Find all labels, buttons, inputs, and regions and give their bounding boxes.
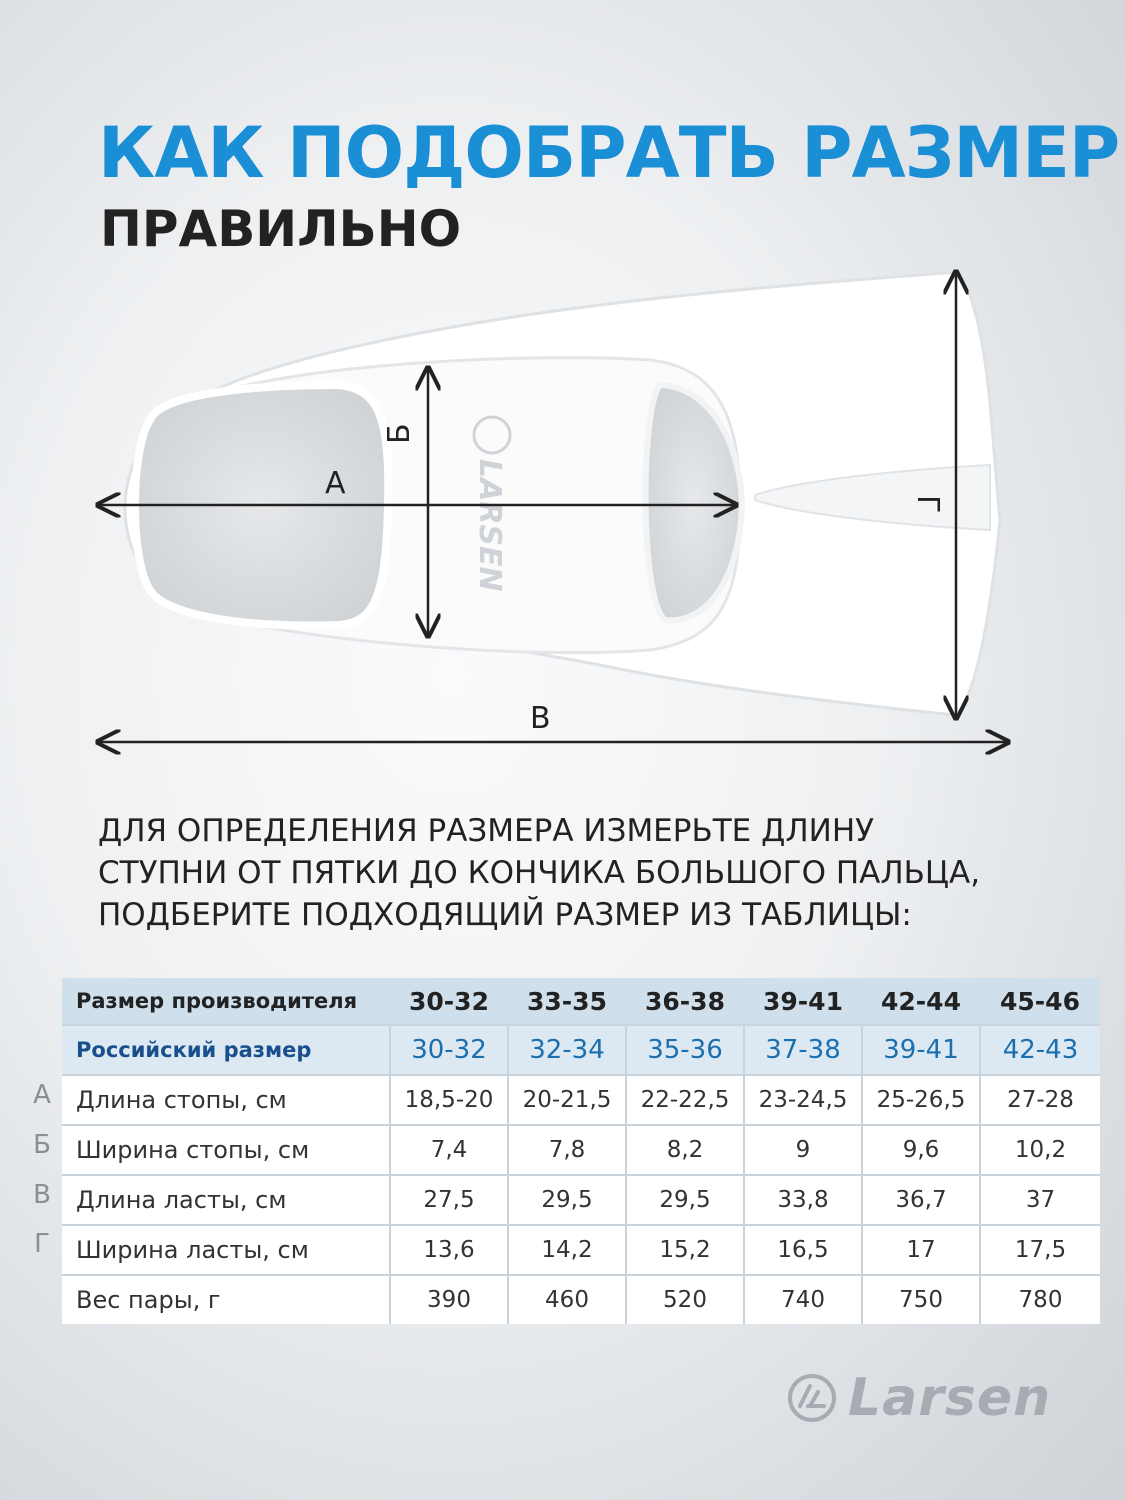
table-cell: 15,2 bbox=[626, 1225, 744, 1275]
table-cell: 42-44 bbox=[862, 978, 980, 1025]
table-cell: 39-41 bbox=[862, 1025, 980, 1075]
table-cell: 35-36 bbox=[626, 1025, 744, 1075]
instruction-line: ПОДБЕРИТЕ ПОДХОДЯЩИЙ РАЗМЕР ИЗ ТАБЛИЦЫ: bbox=[98, 897, 912, 933]
table-cell: 7,4 bbox=[390, 1125, 508, 1175]
table-cell: 29,5 bbox=[508, 1175, 626, 1225]
table-cell: 39-41 bbox=[744, 978, 862, 1025]
table-cell: 16,5 bbox=[744, 1225, 862, 1275]
table-row bbox=[62, 1125, 1100, 1175]
row-letter-g: Г bbox=[34, 1229, 50, 1259]
table-cell: 18,5-20 bbox=[390, 1075, 508, 1125]
table-cell: 10,2 bbox=[980, 1125, 1100, 1175]
table-cell: Ширина стопы, см bbox=[62, 1125, 390, 1175]
instruction-line: ДЛЯ ОПРЕДЕЛЕНИЯ РАЗМЕРА ИЗМЕРЬТЕ ДЛИНУ bbox=[98, 813, 875, 849]
table-cell: 37-38 bbox=[744, 1025, 862, 1075]
table-cell: Ширина ласты, см bbox=[62, 1225, 390, 1275]
table-cell: 14,2 bbox=[508, 1225, 626, 1275]
table-cell: 9,6 bbox=[862, 1125, 980, 1175]
table-cell: Российский размер bbox=[62, 1025, 390, 1075]
row-letter-v: В bbox=[33, 1180, 51, 1210]
table-row bbox=[62, 1075, 1100, 1125]
page-title: КАК ПОДОБРАТЬ РАЗМЕР bbox=[98, 112, 1120, 194]
table-cell: 30-32 bbox=[390, 1025, 508, 1075]
table-cell: 33-35 bbox=[508, 978, 626, 1025]
table-header-row bbox=[62, 978, 1100, 1025]
table-cell: 23-24,5 bbox=[744, 1075, 862, 1125]
table-cell: Длина стопы, см bbox=[62, 1075, 390, 1125]
table-cell: Вес пары, г bbox=[62, 1275, 390, 1324]
table-cell: 22-22,5 bbox=[626, 1075, 744, 1125]
table-cell: 740 bbox=[744, 1275, 862, 1324]
table-cell: 37 bbox=[980, 1175, 1100, 1225]
fin-diagram bbox=[0, 250, 1125, 770]
table-cell: 8,2 bbox=[626, 1125, 744, 1175]
size-table bbox=[62, 978, 1100, 1324]
table-cell: 9 bbox=[744, 1125, 862, 1175]
table-cell: 13,6 bbox=[390, 1225, 508, 1275]
table-cell: 7,8 bbox=[508, 1125, 626, 1175]
table-cell: 33,8 bbox=[744, 1175, 862, 1225]
table-cell: 36-38 bbox=[626, 978, 744, 1025]
table-cell: 520 bbox=[626, 1275, 744, 1324]
table-cell: 45-46 bbox=[980, 978, 1100, 1025]
table-cell: 25-26,5 bbox=[862, 1075, 980, 1125]
label-b: Б bbox=[382, 423, 417, 444]
label-g: Г bbox=[910, 495, 945, 514]
table-cell: 32-34 bbox=[508, 1025, 626, 1075]
brand-logo-icon bbox=[786, 1372, 838, 1424]
fin-logo-text: LARSEN bbox=[472, 459, 507, 592]
brand-logo-text: Larsen bbox=[848, 1368, 1052, 1428]
table-row bbox=[62, 1175, 1100, 1225]
table-cell: 42-43 bbox=[980, 1025, 1100, 1075]
table-cell: Размер производителя bbox=[62, 978, 390, 1025]
table-row bbox=[62, 1275, 1100, 1324]
table-cell: 27-28 bbox=[980, 1075, 1100, 1125]
table-cell: 17,5 bbox=[980, 1225, 1100, 1275]
table-cell: 750 bbox=[862, 1275, 980, 1324]
table-row bbox=[62, 1025, 1100, 1075]
table-row bbox=[62, 1225, 1100, 1275]
table-cell: 780 bbox=[980, 1275, 1100, 1324]
instruction-text bbox=[98, 810, 980, 936]
table-cell: 390 bbox=[390, 1275, 508, 1324]
table-cell: 20-21,5 bbox=[508, 1075, 626, 1125]
instruction-line: СТУПНИ ОТ ПЯТКИ ДО КОНЧИКА БОЛЬШОГО ПАЛЬЦА, bbox=[98, 855, 981, 891]
table-cell: 29,5 bbox=[626, 1175, 744, 1225]
row-letter-a: А bbox=[33, 1080, 51, 1110]
table-cell: 30-32 bbox=[390, 978, 508, 1025]
page-subtitle: ПРАВИЛЬНО bbox=[100, 200, 462, 258]
table-cell: 36,7 bbox=[862, 1175, 980, 1225]
table-cell: 460 bbox=[508, 1275, 626, 1324]
table-cell: Длина ласты, см bbox=[62, 1175, 390, 1225]
table-cell: 17 bbox=[862, 1225, 980, 1275]
table-cell: 27,5 bbox=[390, 1175, 508, 1225]
label-a: А bbox=[325, 466, 346, 501]
label-v: В bbox=[530, 701, 551, 736]
row-letter-b: Б bbox=[33, 1130, 51, 1160]
